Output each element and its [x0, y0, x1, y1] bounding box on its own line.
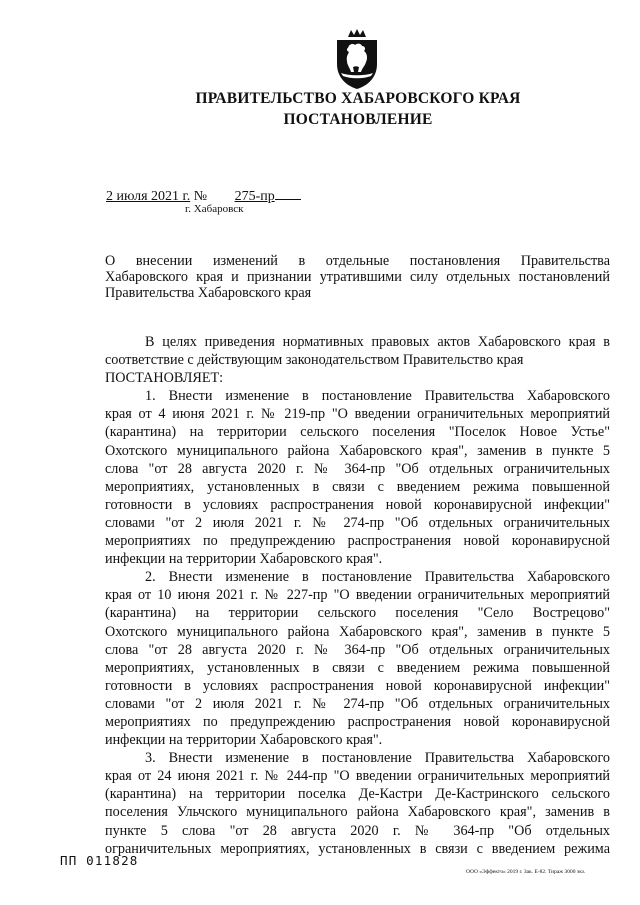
- subject-line: Хабаровского края и признании утратившими силу отдельных постановлений: [105, 269, 610, 285]
- decree-body: [105, 333, 610, 858]
- number-underline: [275, 186, 301, 200]
- body-line: слова "от 28 августа 2020 г. № 364-пр "Об отдельных ограничительных: [105, 460, 610, 477]
- body-line: мероприятиях по предупреждению распространения новой коронавирусной: [105, 533, 610, 550]
- body-line: края от 4 июня 2021 г. № 219-пр "О введении ограничительных мероприятий: [105, 406, 610, 423]
- body-line: мероприятиях, установленных в связи с введением режима повышенной: [105, 478, 610, 495]
- body-line: края от 10 июня 2021 г. № 227-пр "О введении ограничительных мероприятий: [105, 587, 610, 604]
- decree-number: 275-пр: [234, 189, 275, 204]
- body-line: инфекции на территории Хабаровского края".: [105, 551, 383, 568]
- body-line: словами "от 2 июля 2021 г. № 274-пр "Об отдельных ограничительных: [105, 514, 610, 531]
- government-title: ПРАВИТЕЛЬСТВО ХАБАРОВСКОГО КРАЯ: [195, 90, 521, 107]
- body-line: ПОСТАНОВЛЯЕТ:: [105, 370, 224, 387]
- body-line: Охотского муниципального района Хабаровского края", заменив в пункте 5: [105, 623, 610, 640]
- body-line: (карантина) на территории сельского поселения "Село Вострецово": [105, 605, 610, 622]
- body-line: 2. Внести изменение в постановление Правительства Хабаровского: [145, 569, 610, 586]
- body-line: готовности в условиях распространения новой коронавирусной инфекции": [105, 496, 610, 513]
- body-line: мероприятиях по предупреждению распространения новой коронавирусной: [105, 713, 610, 730]
- body-line: готовности в условиях распространения новой коронавирусной инфекции": [105, 677, 610, 694]
- city-label: г. Хабаровск: [185, 203, 244, 215]
- document-type-title: ПОСТАНОВЛЕНИЕ: [283, 111, 433, 128]
- body-line: 3. Внести изменение в постановление Правительства Хабаровского: [145, 750, 610, 767]
- body-line: мероприятиях, установленных в связи с введением режима повышенной: [105, 659, 610, 676]
- body-line: Охотского муниципального района Хабаровского края", заменив в пункте 5: [105, 442, 610, 459]
- body-line: слова "от 28 августа 2020 г. № 364-пр "Об отдельных ограничительных: [105, 641, 610, 658]
- body-line: (карантина) на территории сельского поселения "Поселок Новое Устье": [105, 424, 610, 441]
- form-serial-number: ПП 011828: [60, 853, 139, 868]
- body-line: пункте 5 слова "от 28 августа 2020 г. № 364-пр "Об отдельных: [105, 822, 610, 839]
- body-line: соответствие с действующим законодательством Правительство края: [105, 352, 524, 369]
- body-line: словами "от 2 июля 2021 г. № 274-пр "Об отдельных ограничительных: [105, 695, 610, 712]
- subject-line: Правительства Хабаровского края: [105, 285, 312, 301]
- body-line: инфекции на территории Хабаровского края".: [105, 732, 383, 749]
- body-line: В целях приведения нормативных правовых актов Хабаровского края в: [145, 334, 610, 350]
- body-line: (карантина) на территории поселка Де-Кастри Де-Кастринского сельского: [105, 786, 610, 803]
- body-line: 1. Внести изменение в постановление Правительства Хабаровского: [145, 388, 610, 405]
- coat-of-arms-icon: [331, 28, 383, 90]
- printer-imprint: ООО «Эффектч» 2019 г. Зак. Е-82. Тираж 3000 экз.: [466, 869, 586, 875]
- body-line: края от 24 июня 2021 г. № 244-пр "О введении ограничительных мероприятий: [105, 768, 610, 785]
- body-line: ограничительных мероприятиях, установленных в связи с введением режима: [105, 840, 610, 857]
- number-sign: №: [193, 189, 208, 204]
- decree-date: 2 июля 2021 г.: [106, 189, 191, 204]
- body-line: поселения Ульчского муниципального района Хабаровского края", заменив в: [105, 804, 610, 821]
- decree-subject: [105, 253, 610, 301]
- subject-line: О внесении изменений в отдельные постановления Правительства: [105, 253, 610, 269]
